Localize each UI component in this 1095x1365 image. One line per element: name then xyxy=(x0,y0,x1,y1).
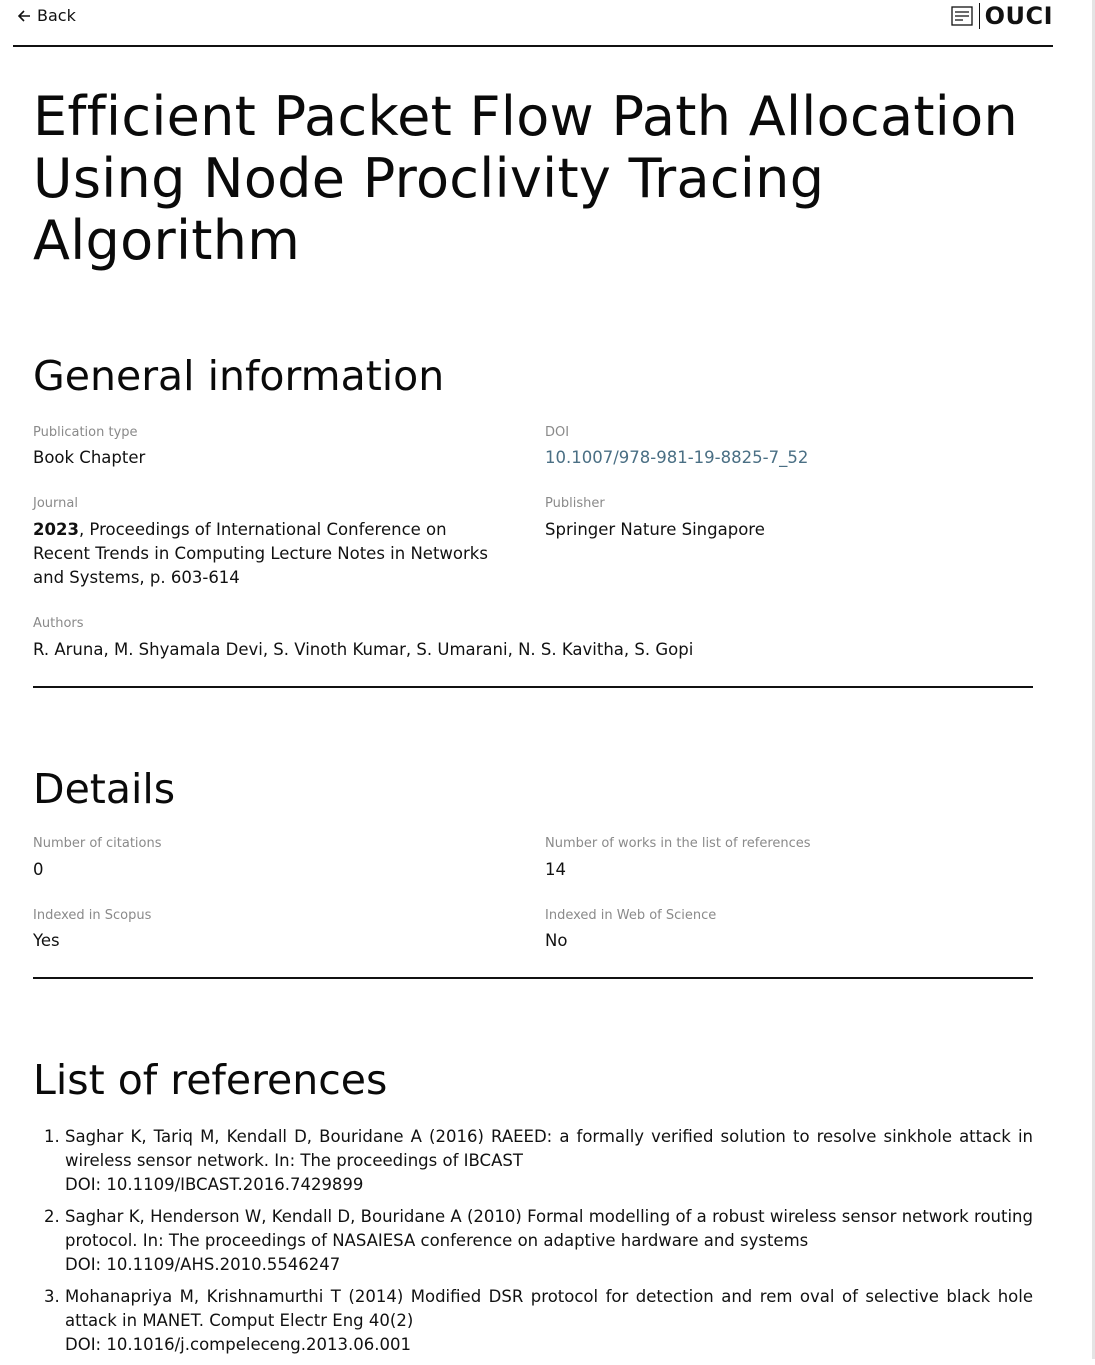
reference-doi-link[interactable]: 10.1016/j.compeleceng.2013.06.001 xyxy=(106,1335,411,1354)
doi-label: DOI xyxy=(545,425,570,440)
section-divider xyxy=(33,977,1033,979)
back-label: Back xyxy=(37,6,76,25)
doi-prefix: DOI: xyxy=(65,1175,102,1194)
reference-doi-line xyxy=(65,1253,1033,1277)
reference-text: Saghar K, Henderson W, Kendall D, Bouridane A (2010) Formal modelling of a robust wireless sensor network routing protocol. In: The proceedings of NASAIESA conference on adaptive hardware and systems xyxy=(65,1207,1033,1250)
references-count-label: Number of works in the list of references xyxy=(545,836,811,851)
logo-text: OUCI xyxy=(984,2,1053,30)
journal-label: Journal xyxy=(33,496,78,511)
journal-year: 2023 xyxy=(33,520,79,539)
back-button[interactable] xyxy=(18,6,76,26)
references-list xyxy=(33,1125,1033,1365)
ouci-logo[interactable] xyxy=(951,3,1053,29)
publication-type-value: Book Chapter xyxy=(33,448,146,467)
publisher-value: Springer Nature Singapore xyxy=(545,520,765,539)
logo-divider xyxy=(979,3,980,29)
doi-prefix: DOI: xyxy=(65,1255,102,1274)
section-divider xyxy=(33,686,1033,688)
reference-item xyxy=(65,1205,1033,1277)
scopus-value: Yes xyxy=(33,931,60,950)
reference-doi-link[interactable]: 10.1109/IBCAST.2016.7429899 xyxy=(106,1175,364,1194)
details-heading: Details xyxy=(33,765,176,813)
publisher-label: Publisher xyxy=(545,496,605,511)
arrow-left-icon xyxy=(18,10,31,22)
references-heading: List of references xyxy=(33,1056,388,1104)
wos-label: Indexed in Web of Science xyxy=(545,908,717,923)
general-information-heading: General information xyxy=(33,352,445,400)
citation-mark-icon xyxy=(951,5,973,27)
reference-doi-line xyxy=(65,1333,1033,1357)
citations-value: 0 xyxy=(33,860,44,879)
page-title: Efficient Packet Flow Path Allocation Using Node Proclivity Tracing Algorithm xyxy=(33,85,1018,272)
reference-doi-line xyxy=(65,1173,1033,1197)
authors-value: R. Aruna, M. Shyamala Devi, S. Vinoth Kumar, S. Umarani, N. S. Kavitha, S. Gopi xyxy=(33,640,694,659)
publication-type-label: Publication type xyxy=(33,425,138,440)
doi-link[interactable]: 10.1007/978-981-19-8825-7_52 xyxy=(545,448,809,467)
reference-text: Mohanapriya M, Krishnamurthi T (2014) Modified DSR protocol for detection and rem oval of selective black hole attack in MANET. Comput Electr Eng 40(2) xyxy=(65,1287,1033,1330)
citations-label: Number of citations xyxy=(33,836,162,851)
top-bar xyxy=(13,0,1053,47)
wos-value: No xyxy=(545,931,568,950)
reference-text: Saghar K, Tariq M, Kendall D, Bouridane A (2016) RAEED: a formally verified solution to resolve sinkhole attack in wireless sensor network. In: The proceedings of IBCAST xyxy=(65,1127,1033,1170)
authors-label: Authors xyxy=(33,616,84,631)
doi-prefix: DOI: xyxy=(65,1335,102,1354)
journal-value xyxy=(33,518,493,590)
reference-doi-link[interactable]: 10.1109/AHS.2010.5546247 xyxy=(106,1255,341,1274)
references-count-value: 14 xyxy=(545,860,566,879)
reference-item xyxy=(65,1285,1033,1357)
reference-item xyxy=(65,1125,1033,1197)
doi-value xyxy=(545,446,808,470)
scopus-label: Indexed in Scopus xyxy=(33,908,152,923)
journal-text: , Proceedings of International Conference on Recent Trends in Computing Lecture Notes in Networks and Systems, p. 603-614 xyxy=(33,520,488,587)
